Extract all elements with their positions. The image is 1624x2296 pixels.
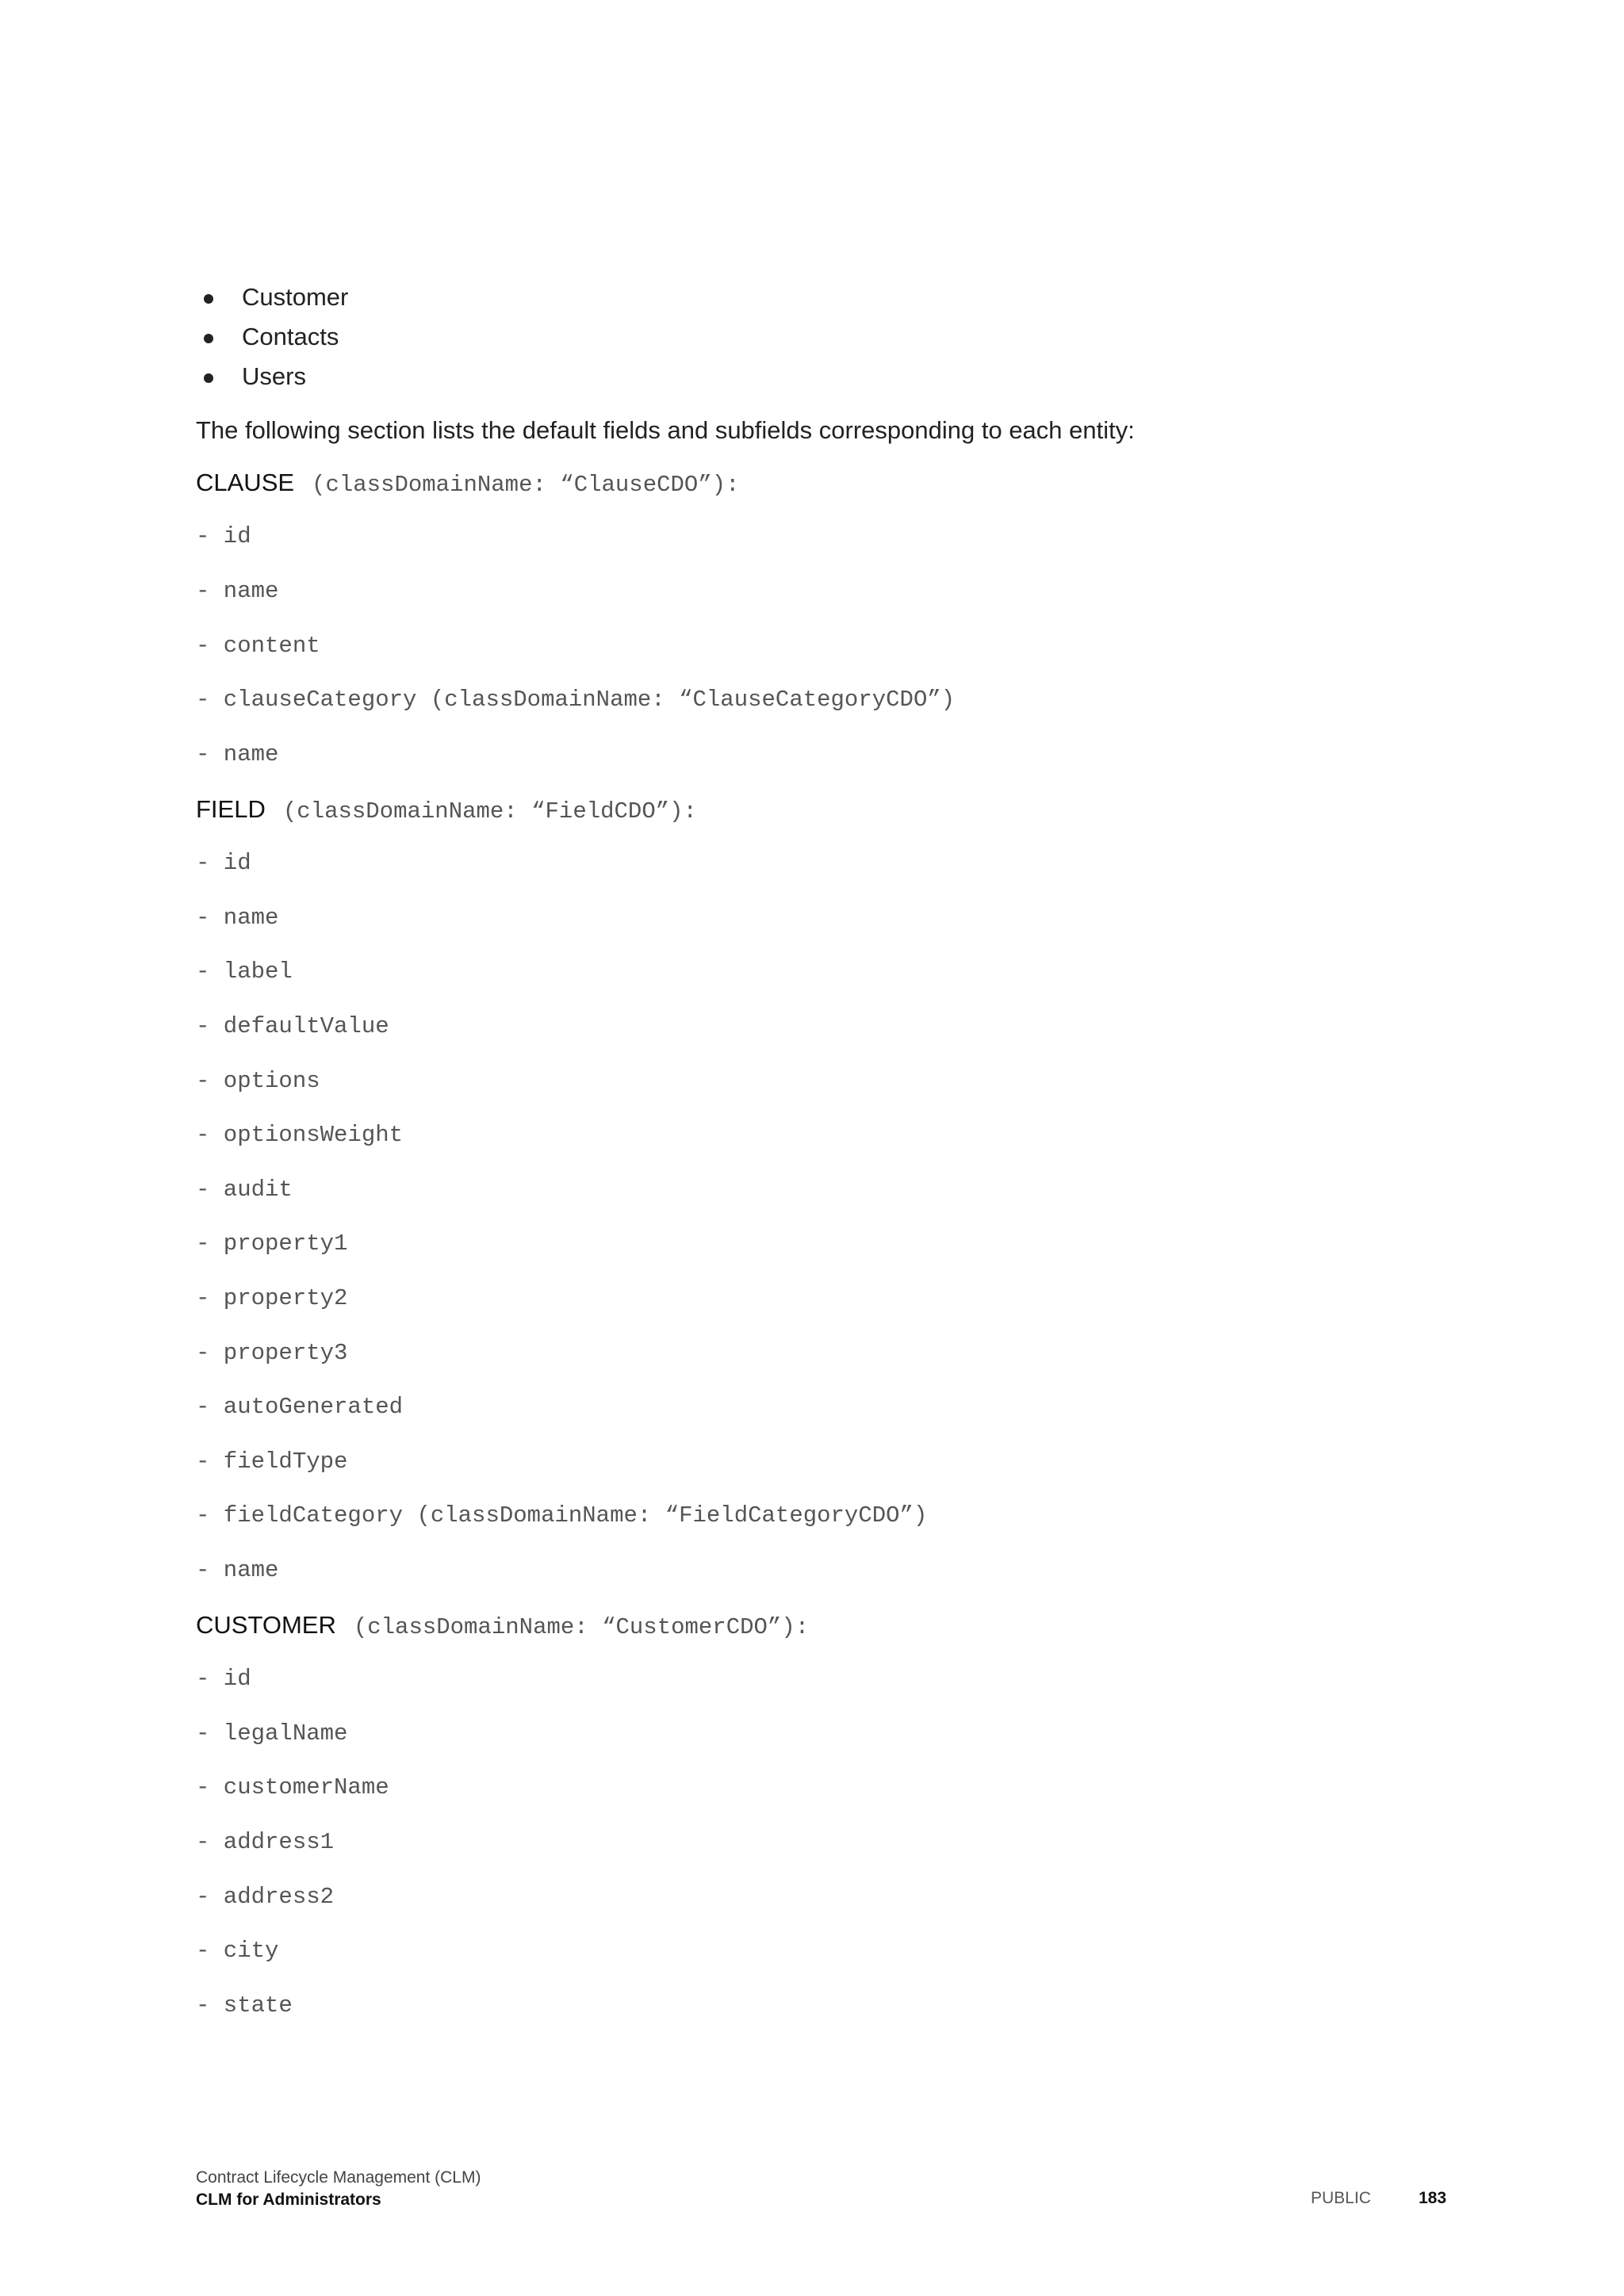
field-line: - city — [196, 1938, 279, 1964]
entity-bullet-list — [196, 277, 348, 396]
clause-heading-line — [196, 463, 740, 503]
list-item: Customer — [196, 277, 348, 317]
bullet-icon — [204, 294, 213, 304]
field-line: - autoGenerated — [196, 1394, 404, 1420]
field-line: - fieldType — [196, 1448, 348, 1475]
field-line: - property3 — [196, 1340, 348, 1366]
section-heading: CLAUSE — [196, 469, 295, 496]
list-item: Users — [196, 357, 348, 396]
field-line: - defaultValue — [196, 1013, 389, 1039]
footer-classification: PUBLIC — [1311, 2189, 1371, 2207]
bullet-icon — [204, 334, 213, 343]
field-line: - customerName — [196, 1774, 389, 1800]
field-line: - address2 — [196, 1884, 335, 1910]
field-line: - options — [196, 1068, 320, 1094]
field-line: - state — [196, 1992, 293, 2019]
field-line: - name — [196, 905, 279, 931]
field-line: - property1 — [196, 1230, 348, 1257]
field-line: - id — [196, 1666, 251, 1692]
field-line: - name — [196, 1557, 279, 1583]
field-line: - fieldCategory (classDomainName: “FieldCategoryCDO”) — [196, 1502, 928, 1529]
field-line: - address1 — [196, 1829, 335, 1855]
section-heading: CUSTOMER — [196, 1611, 336, 1639]
footer-doc-name: CLM for Administrators — [196, 2191, 381, 2209]
field-line: - name — [196, 578, 279, 604]
class-domain: (classDomainName: “CustomerCDO”): — [353, 1614, 810, 1640]
field-line: - content — [196, 633, 320, 659]
field-line: - id — [196, 523, 251, 549]
intro-paragraph: The following section lists the default fields and subfields corresponding to each entity: — [196, 416, 1135, 444]
section-heading: FIELD — [196, 795, 266, 823]
page-number: 183 — [1419, 2189, 1447, 2207]
footer-title: Contract Lifecycle Management (CLM) — [196, 2168, 481, 2187]
customer-heading-line — [196, 1605, 809, 1645]
field-heading-line — [196, 790, 697, 829]
page-footer — [196, 2167, 481, 2211]
bullet-icon — [204, 373, 213, 383]
field-line: - id — [196, 850, 251, 876]
class-domain: (classDomainName: “ClauseCDO”): — [312, 472, 740, 498]
field-line: - name — [196, 741, 279, 767]
field-line: - audit — [196, 1177, 293, 1203]
list-item: Contacts — [196, 317, 348, 357]
field-line: - legalName — [196, 1720, 348, 1747]
field-line: - property2 — [196, 1285, 348, 1311]
field-line: - optionsWeight — [196, 1122, 404, 1148]
field-line: - clauseCategory (classDomainName: “ClauseCategoryCDO”) — [196, 687, 956, 713]
class-domain: (classDomainName: “FieldCDO”): — [282, 798, 697, 825]
field-line: - label — [196, 959, 293, 985]
